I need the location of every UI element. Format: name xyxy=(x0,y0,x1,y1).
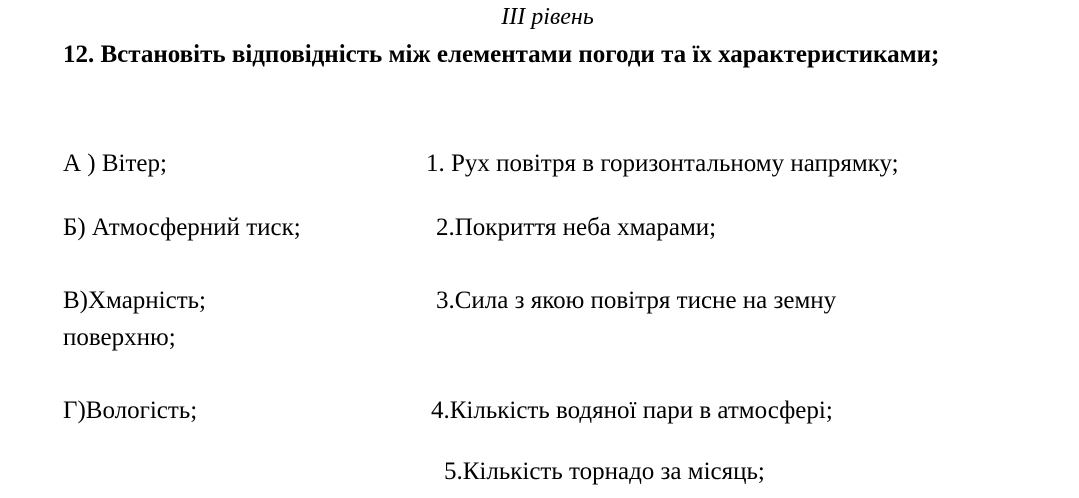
right-item-3-continuation: поверхню; xyxy=(63,324,176,351)
right-item-2: 2.Покриття неба хмарами; xyxy=(436,214,717,241)
left-item-g: Г)Вологість; xyxy=(63,397,198,424)
left-item-v: В)Хмарність; xyxy=(63,287,206,314)
right-item-1: 1. Рух повітря в горизонтальному напрямку; xyxy=(426,150,899,177)
right-item-3: 3.Сила з якою повітря тисне на земну xyxy=(436,287,837,314)
left-item-a: А ) Вітер; xyxy=(63,150,167,177)
task-title: 12. Встановіть відповідність між елементами погоди та їх характеристиками; xyxy=(63,41,940,68)
right-item-4: 4.Кількість водяної пари в атмосфері; xyxy=(431,397,833,424)
left-item-b: Б) Атмосферний тиск; xyxy=(63,214,301,241)
right-item-5: 5.Кількість торнадо за місяць; xyxy=(444,458,765,485)
level-heading: III рівень xyxy=(501,4,594,30)
